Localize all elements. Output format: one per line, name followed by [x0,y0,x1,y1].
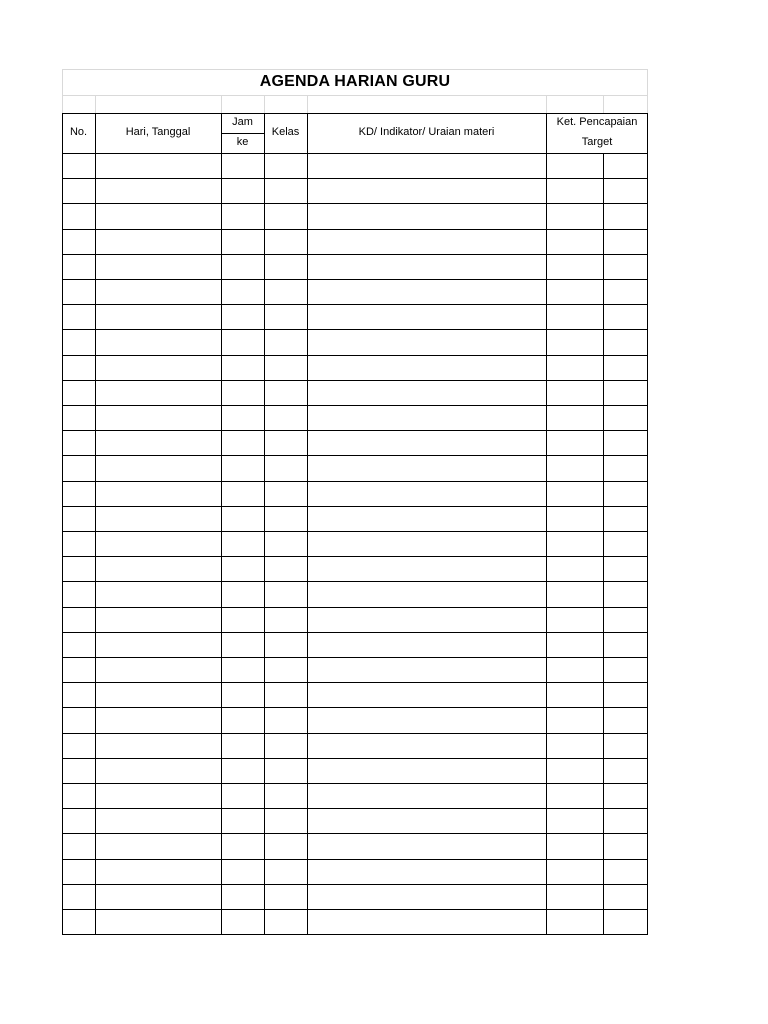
header-ket-pencapaian: Ket. Pencapaian [556,116,638,129]
header-bottom-border [62,153,648,154]
row-line [62,329,648,330]
header-target: Target [581,136,613,149]
header-jam: Jam [232,116,253,129]
header-hari-tanggal: Hari, Tanggal [125,126,191,139]
header-kelas: Kelas [271,126,300,139]
row-line [62,632,648,633]
row-line [62,884,648,885]
row-line [62,203,648,204]
grid-col1 [95,95,96,113]
grid-col3 [264,95,265,113]
row-line [62,833,648,834]
target-split-line [603,153,604,935]
grid-col6 [603,95,604,113]
row-line [62,279,648,280]
row-line [62,304,648,305]
row-line [62,556,648,557]
row-line [62,909,648,910]
row-line [62,506,648,507]
column-line [95,113,96,935]
row-line [62,934,648,935]
row-line [62,581,648,582]
column-line [62,113,63,935]
row-line [62,405,648,406]
column-line [221,113,222,935]
row-line [62,481,648,482]
grid-col2 [221,95,222,113]
column-line [647,113,648,935]
row-line [62,859,648,860]
row-line [62,733,648,734]
header-ke: ke [236,136,249,149]
row-line [62,178,648,179]
grid-col4 [307,95,308,113]
grid-title-bottom [62,95,648,96]
column-line [307,113,308,935]
row-line [62,657,648,658]
page-title: AGENDA HARIAN GURU [259,73,451,90]
row-line [62,455,648,456]
header-kd-indikator: KD/ Indikator/ Uraian materi [358,126,495,139]
row-line [62,355,648,356]
grid-col5 [546,95,547,113]
row-line [62,430,648,431]
row-line [62,607,648,608]
column-line [264,113,265,935]
row-line [62,758,648,759]
header-no: No. [69,126,88,139]
row-line [62,707,648,708]
row-line [62,229,648,230]
agenda-sheet [62,69,648,935]
row-line [62,254,648,255]
row-line [62,808,648,809]
row-line [62,531,648,532]
row-line [62,783,648,784]
column-line [546,113,547,935]
row-line [62,380,648,381]
row-line [62,682,648,683]
